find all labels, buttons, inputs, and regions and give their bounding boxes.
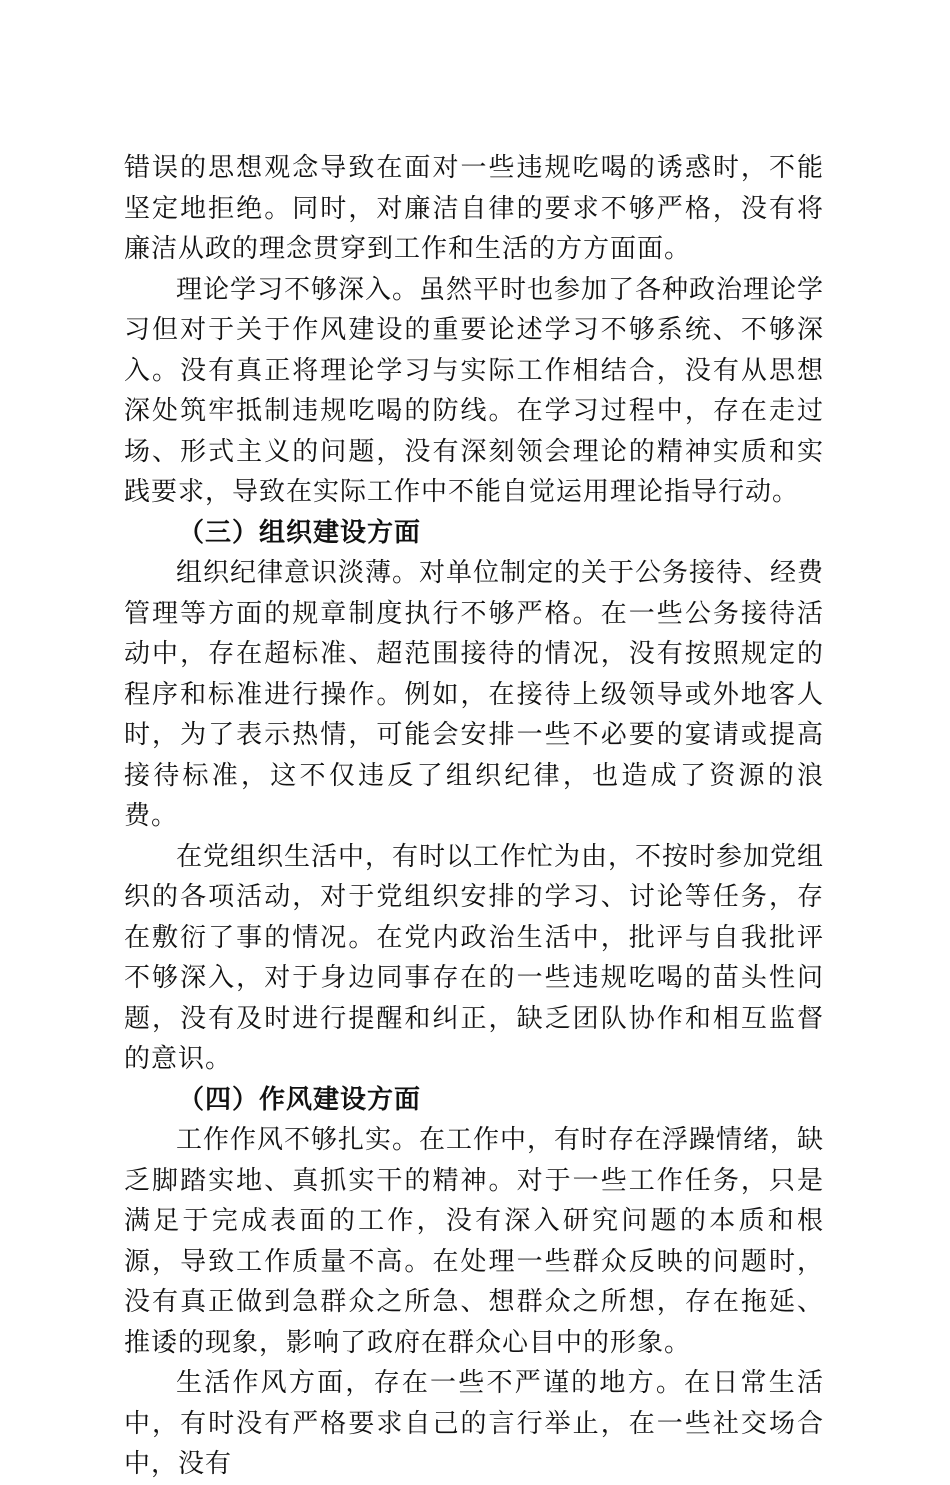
section-heading-organization: （三）组织建设方面 [178,517,422,548]
paragraph-continued: 错误的思想观念导致在面对一些违规吃喝的诱惑时，不能坚定地拒绝。同时，对廉洁自律的要求不够严格，没有将廉洁从政的理念贯穿到工作和生活的方方面面。 [124,153,824,264]
paragraph-discipline: 组织纪律意识淡薄。对单位制定的关于公务接待、经费管理等方面的规章制度执行不够严格。在一些公务接待活动中，存在超标准、超范围接待的情况，没有按照规定的程序和标准进行操作。例如，在接待上级领导或外地客人时，为了表示热情，可能会安排一些不必要的宴请或提高接待标准，这不仅违反了组织纪律，也造成了资源的浪费。 [124,558,825,831]
paragraph-work-style: 工作作风不够扎实。在工作中，有时存在浮躁情绪，缺乏脚踏实地、真抓实干的精神。对于一些工作任务，只是满足于完成表面的工作，没有深入研究问题的本质和根源，导致工作质量不高。在处理一些群众反映的问题时，没有真正做到急群众之所急、想群众之所想，存在拖延、推诿的现象，影响了政府在群众心目中的形象。 [124,1125,825,1358]
paragraph-life-style: 生活作风方面，存在一些不严谨的地方。在日常生活中，有时没有严格要求自己的言行举止，在一些社交场合中，没有 [124,1368,824,1479]
paragraph-party-life: 在党组织生活中，有时以工作忙为由，不按时参加党组织的各项活动，对于党组织安排的学习、讨论等任务，存在敷衍了事的情况。在党内政治生活中，批评与自我批评不够深入，对于身边同事存在的一些违规吃喝的苗头性问题，没有及时进行提醒和纠正，缺乏团队协作和相互监督的意识。 [124,841,825,1074]
document-body [124,148,824,1485]
section-heading-work-style: （四）作风建设方面 [178,1084,422,1115]
paragraph-theory-study: 理论学习不够深入。虽然平时也参加了各种政治理论学习但对于关于作风建设的重要论述学习不够系统、不够深入。没有真正将理论学习与实际工作相结合，没有从思想深处筑牢抵制违规吃喝的防线。在学习过程中，存在走过场、形式主义的问题，没有深刻领会理论的精神实质和实践要求，导致在实际工作中不能自觉运用理论指导行动。 [124,274,825,507]
